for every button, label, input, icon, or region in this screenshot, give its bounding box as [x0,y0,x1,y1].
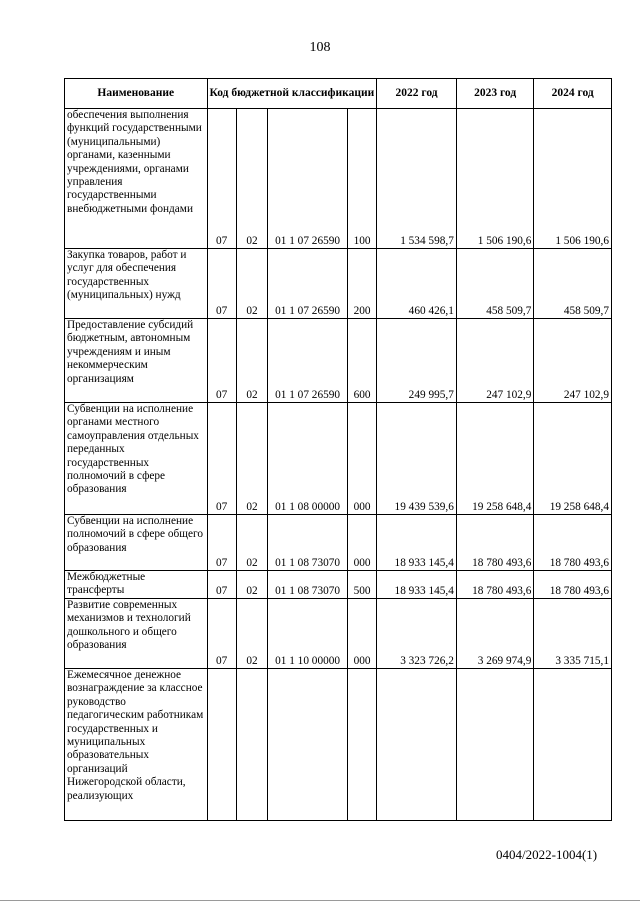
budget-table [64,78,612,821]
table-row [65,109,612,249]
header-year-2022: 2022 год [377,79,457,109]
row-value-2024: 19 258 648,4 [534,403,612,515]
row-value-2024 [534,669,612,821]
table-row [65,669,612,821]
table-row [65,403,612,515]
row-target-article: 01 1 08 73070 [268,571,348,599]
row-value-2022: 1 534 598,7 [377,109,457,249]
row-value-2023: 19 258 648,4 [456,403,534,515]
row-value-2022: 18 933 145,4 [377,515,457,571]
row-expense-type: 000 [347,515,376,571]
table-row [65,249,612,319]
row-section: 07 [207,571,236,599]
page-number: 108 [309,40,331,55]
row-value-2022: 249 995,7 [377,319,457,403]
scan-edge-line [0,900,640,901]
row-target-article: 01 1 08 00000 [268,403,348,515]
row-subsection [236,669,267,821]
row-section: 07 [207,403,236,515]
row-value-2023: 18 780 493,6 [456,571,534,599]
row-name: Межбюджетные трансферты [65,571,208,599]
row-target-article: 01 1 07 26590 [268,249,348,319]
row-expense-type: 000 [347,599,376,669]
row-value-2024: 3 335 715,1 [534,599,612,669]
row-name: Ежемесячное денежное вознаграждение за классное руководство педагогическим работникам государственных и муниципальных образовательных организаций Нижегородской области, реализующих [65,669,208,821]
row-value-2023: 3 269 974,9 [456,599,534,669]
row-name: обеспечения выполнения функций государственными (муниципальными) органами, казенными учреждениями, органами управления государственными внебюджетными фондами [65,109,208,249]
header-year-2023: 2023 год [456,79,534,109]
header-year-2024: 2024 год [534,79,612,109]
table-header-row [65,79,612,109]
row-value-2024: 18 780 493,6 [534,571,612,599]
table-row [65,571,612,599]
header-budget-code: Код бюджетной классификации [207,79,377,109]
row-expense-type [347,669,376,821]
row-value-2024: 247 102,9 [534,319,612,403]
row-subsection: 02 [236,515,267,571]
row-section: 07 [207,515,236,571]
row-target-article: 01 1 07 26590 [268,319,348,403]
table-row [65,319,612,403]
row-expense-type: 100 [347,109,376,249]
row-expense-type: 500 [347,571,376,599]
row-name: Субвенции на исполнение полномочий в сфере общего образования [65,515,208,571]
row-value-2024: 1 506 190,6 [534,109,612,249]
row-value-2023: 247 102,9 [456,319,534,403]
row-value-2022: 19 439 539,6 [377,403,457,515]
row-subsection: 02 [236,109,267,249]
row-value-2023: 18 780 493,6 [456,515,534,571]
row-expense-type: 000 [347,403,376,515]
row-target-article: 01 1 10 00000 [268,599,348,669]
row-subsection: 02 [236,571,267,599]
row-name: Закупка товаров, работ и услуг для обеспечения государственных (муниципальных) нужд [65,249,208,319]
row-section: 07 [207,249,236,319]
row-value-2022 [377,669,457,821]
row-value-2023: 1 506 190,6 [456,109,534,249]
row-value-2024: 458 509,7 [534,249,612,319]
document-code: 0404/2022-1004(1) [496,847,598,862]
row-section [207,669,236,821]
table-row [65,515,612,571]
row-value-2022: 18 933 145,4 [377,571,457,599]
row-name: Развитие современных механизмов и технологий дошкольного и общего образования [65,599,208,669]
row-value-2022: 460 426,1 [377,249,457,319]
row-value-2024: 18 780 493,6 [534,515,612,571]
row-section: 07 [207,109,236,249]
row-name: Субвенции на исполнение органами местного самоуправления отдельных переданных государственных полномочий в сфере образования [65,403,208,515]
row-section: 07 [207,599,236,669]
row-expense-type: 200 [347,249,376,319]
row-expense-type: 600 [347,319,376,403]
row-value-2023: 458 509,7 [456,249,534,319]
row-name: Предоставление субсидий бюджетным, автономным учреждениям и иным некоммерческим организациям [65,319,208,403]
row-target-article [268,669,348,821]
table-row [65,599,612,669]
row-value-2023 [456,669,534,821]
row-section: 07 [207,319,236,403]
row-subsection: 02 [236,319,267,403]
header-name: Наименование [65,79,208,109]
row-subsection: 02 [236,249,267,319]
row-target-article: 01 1 08 73070 [268,515,348,571]
row-target-article: 01 1 07 26590 [268,109,348,249]
row-subsection: 02 [236,403,267,515]
row-value-2022: 3 323 726,2 [377,599,457,669]
row-subsection: 02 [236,599,267,669]
